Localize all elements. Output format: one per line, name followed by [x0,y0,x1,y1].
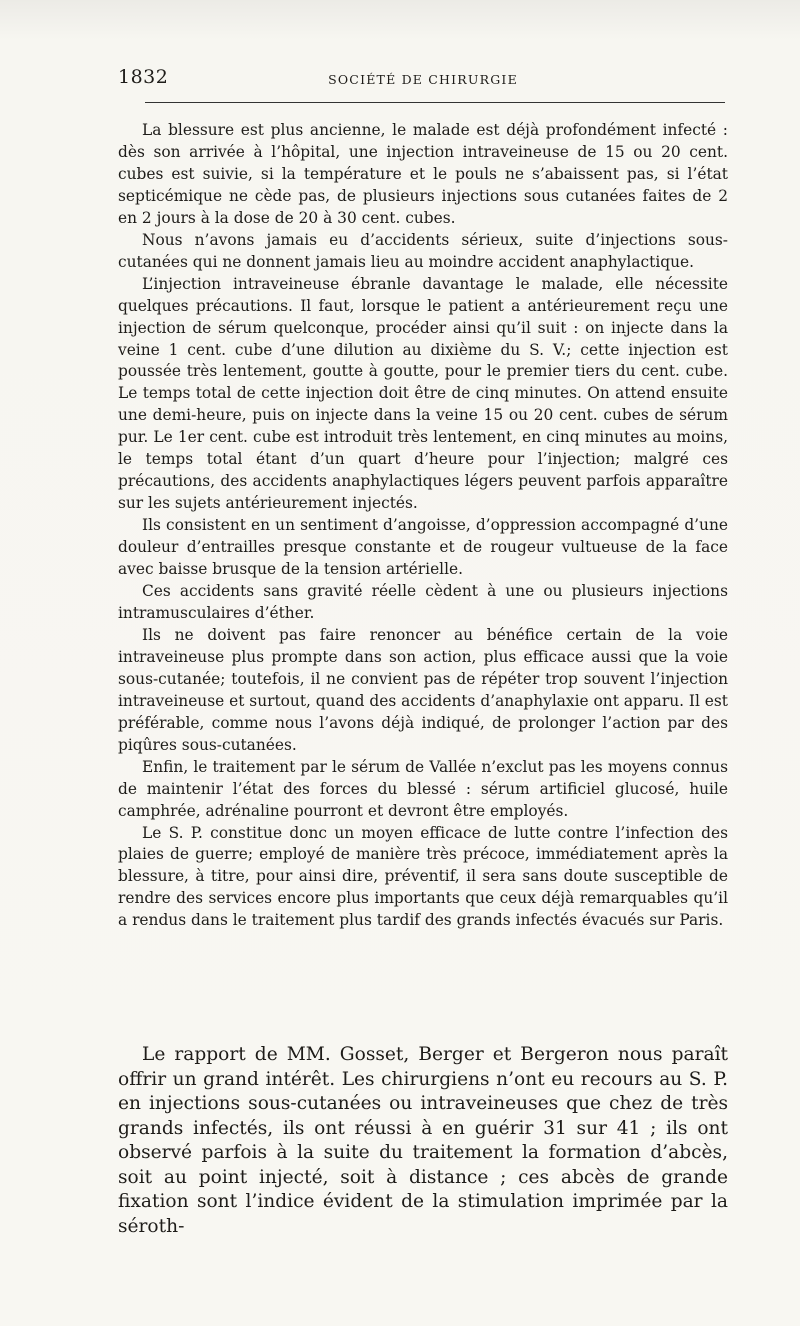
page-number: 1832 [118,66,169,88]
main-text-section [118,1043,728,1239]
paragraph: Ils consistent en un sentiment d’angoisse, d’oppression accompagné d’une douleur d’entrailles presque constante et de rougeur vultueuse de la face avec baisse brusque de la tension artérielle. [118,516,728,579]
small-print-section [118,120,728,932]
header-rule [145,102,725,103]
paragraph: La blessure est plus ancienne, le malade est déjà profondément infecté : dès son arrivée à l’hôpital, une injection intraveineuse de 15 ou 20 cent. cubes est suivie, si la température et le pouls ne s’abaissent pas, si l’état septicémique ne cède pas, de plusieurs injections sous cutanées faites de 2 en 2 jours à la dose de 20 à 30 cent. cubes. [118,121,728,227]
paragraph: Le S. P. constitue donc un moyen efficace de lutte contre l’infection des plaies de guerre; employé de manière très précoce, immédiatement après la blessure, à titre, pour ainsi dire, préventif, il sera sans doute susceptible de rendre des services encore plus importants que ceux déjà remarquables qu’il a rendus dans le traitement plus tardif des grands infectés évacués sur Paris. [118,823,728,930]
paragraph: Ces accidents sans gravité réelle cèdent à une ou plusieurs injections intramusculaires d’éther. [118,582,728,622]
paragraph: Le rapport de MM. Gosset, Berger et Bergeron nous paraît offrir un grand intérêt. Les chirurgiens n’ont eu recours au S. P. en injections sous-cutanées ou intraveineuses que chez de très grands infectés, ils ont réussi à en guérir 31 sur 41 ; ils ont observé parfois à la suite du traitement la formation d’abcès, soit au point injecté, soit à distance ; ces abcès de grande fixation sont l’indice évident de la stimulation imprimée par la séroth- [118,1044,728,1237]
paragraph: L’injection intraveineuse ébranle davantage le malade, elle nécessite quelques précautions. Il faut, lorsque le patient a antérieurement reçu une injection de sérum quelconque, procéder ainsi qu’il suit : on injecte dans la veine 1 cent. cube d’une dilution au dixième du S. V.; cette injection est poussée très lentement, goutte à goutte, pour le premier tiers du cent. cube. Le temps total de cette injection doit être de cinq minutes. On attend ensuite une demi-heure, puis on injecte dans la veine 15 ou 20 cent. cubes de sérum pur. Le 1er cent. cube est introduit très lentement, en cinq minutes au moins, le temps total étant d’un quart d’heure pour l’injection; malgré ces précautions, des accidents anaphylactiques légers peuvent parfois apparaître sur les sujets antérieurement injectés. [118,274,728,513]
paragraph: Ils ne doivent pas faire renoncer au bénéfice certain de la voie intraveineuse plus prompte dans son action, plus efficace aussi que la voie sous-cutanée; toutefois, il ne convient pas de répéter trop souvent l’injection intraveineuse et surtout, quand des accidents d’anaphylaxie ont apparu. Il est préférable, comme nous l’avons déjà indiqué, de prolonger l’action par des piqûres sous-cutanées. [118,625,728,754]
paragraph: Nous n’avons jamais eu d’accidents sérieux, suite d’injections sous-cutanées qui ne donnent jamais lieu au moindre accident anaphylactique. [118,230,728,271]
running-head [118,66,728,94]
running-title: SOCIÉTÉ DE CHIRURGIE [328,72,518,87]
paragraph: Enfin, le traitement par le sérum de Vallée n’exclut pas les moyens connus de maintenir l’état des forces du blessé : sérum artificiel glucosé, huile camphrée, adrénaline pourront et devront être employés. [118,757,728,820]
